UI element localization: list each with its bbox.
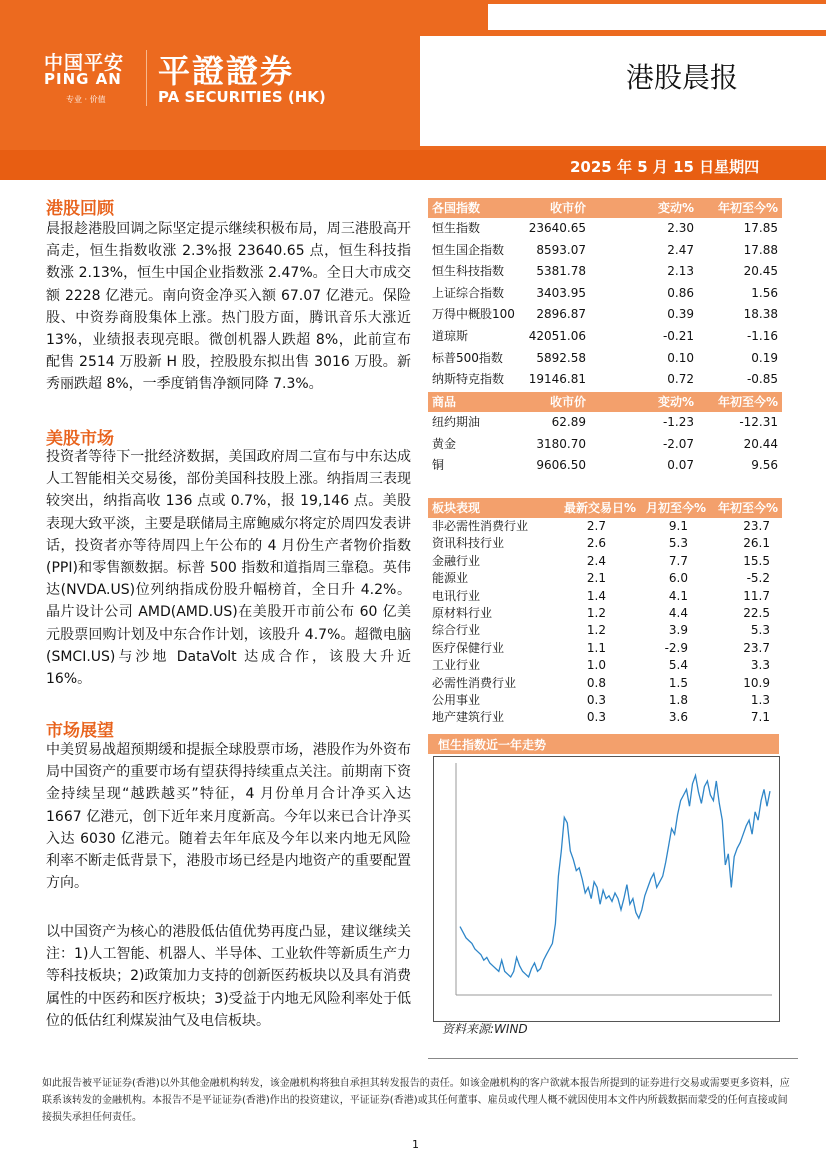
table-cell: 标普500指数 (432, 350, 503, 365)
table-cell: -0.21 (662, 328, 694, 343)
header-cell: 年初至今% (717, 395, 778, 409)
table-cell: 0.07 (667, 458, 694, 473)
table-cell: 2896.87 (536, 307, 586, 322)
header-cell: 月初至今% (645, 501, 706, 515)
table-cell: 0.10 (667, 350, 694, 365)
table-cell: 9606.50 (536, 458, 586, 473)
pingan-logo-en: PING AN (44, 70, 122, 88)
table-row (428, 348, 782, 370)
table-cell: 0.3 (586, 710, 606, 725)
chart-source: 资料来源:WIND (442, 1022, 528, 1036)
outlook-text-2: 以中国资产为核心的港股低估值优势再度凸显，建议继续关注：1)人工智能、机器人、半导体、工业软件等新质生产力等科技板块；2)政策加力支持的创新医药板块以及具有消费属性的中医药和医疗板块；3)受益于内地无风险利率处于低位的低估红利煤炭油气及电信板块。 (46, 924, 411, 1029)
table-cell: 5.4 (668, 658, 688, 673)
table-cell: 1.2 (586, 605, 606, 620)
table-cell: 8593.07 (536, 242, 586, 257)
table-cell: 1.2 (586, 623, 606, 638)
table-cell: 10.9 (743, 675, 770, 690)
table-cell: 纽约期油 (432, 415, 481, 429)
pingan-logo-cn: 中国平安 (44, 52, 125, 74)
brand-name-en: PA SECURITIES (HK) (158, 88, 326, 106)
table-cell: 万得中概股100 (432, 307, 515, 322)
table-cell: 4.1 (668, 588, 688, 603)
table-row (428, 709, 782, 726)
table-cell: -12.31 (739, 415, 778, 429)
table-cell: 20.45 (743, 264, 778, 279)
table-row (428, 240, 782, 262)
header-cell: 变动% (657, 395, 694, 409)
table-cell: 恒生指数 (432, 221, 481, 235)
table-cell: 1.8 (668, 692, 688, 707)
table-cell: 必需性消费行业 (432, 675, 517, 690)
indices-table (428, 198, 782, 391)
table-cell: 能源业 (432, 571, 469, 586)
section-title-hk-review: 港股回顾 (46, 199, 114, 219)
table-cell: -0.85 (746, 372, 778, 387)
table-cell: 3.3 (750, 658, 770, 673)
table-row (428, 605, 782, 622)
table-cell: 17.85 (743, 221, 778, 235)
disclaimer: 如此报告被平证证券(香港)以外其他金融机构转发，该金融机构将独自承担其转发报告的责任。如该金融机构的客户欲就本报告所提到的证券进行交易或需要更多资料，应联系该转发的金融机构。本报告不是平证证券(香港)作出的投资建议，平证证券(香港)或其任何董事、雇员或代理人概不就因使用本文件内所载数据而蒙受的任何直接或间接损失承担任何责任。 (42, 1078, 790, 1123)
table-row (428, 570, 782, 587)
table-row (428, 412, 782, 434)
page-number: 1 (412, 1138, 419, 1151)
table-cell: 纳斯特克指数 (432, 372, 505, 387)
table-cell: 15.5 (743, 553, 770, 568)
table-cell: 4.4 (668, 605, 688, 620)
table-cell: 42051.06 (528, 328, 586, 343)
table-cell: 金融行业 (432, 553, 481, 568)
table-row (428, 369, 782, 391)
header-cell: 各国指数 (432, 201, 481, 215)
table-row (428, 304, 782, 326)
us-market-text: 投资者等待下一批经济数据，美国政府周二宣布与中东达成人工智能相关交易後，部份美国科技股上涨。纳指周三表现较突出，纳指高收 136 点或 0.7%，报 19,146 点。美股表现大致平淡，主要是联储局主席鲍威尔将定於周四发表讲话，投资者亦等待周四上午公布的 4 月份生产者物价指数(PPI)和零售额数据。标普 500 指数和道指周三靠稳。英伟达(NVDA.US)位列纳指成份股升幅榜首，全日升 4.2%。晶片设计公司 AMD(AMD.US)在美股开市前公布 60 亿美元股票回购计划及中东合作计划，该股升 4.7%。超微电脑(SMCI.US)与沙地 DataVolt 达成合作，该股大升近 16%。 (46, 449, 411, 688)
table-cell: 3403.95 (536, 285, 586, 300)
hsi-series-line (460, 775, 770, 977)
outlook-text-1: 中美贸易战超预期缓和提振全球股票市场，港股作为外资布局中国资产的重要市场有望获得持续重点关注。前期南下资金持续呈现“越跌越买”特征，4 月份单月合计净买入达 1667 亿港元，创下近年来月度新高。今年以来已合计净买入达 6030 亿港元。随着去年年底及今年以来内地无风险利率不断走低背景下，港股市场已经是内地资产的重要配置方向。 (46, 742, 411, 892)
table-cell: -1.23 (662, 415, 694, 429)
table-cell: 电讯行业 (432, 588, 481, 603)
table-row (428, 553, 782, 570)
table-cell: 2.13 (667, 264, 694, 279)
table-cell: 0.8 (586, 675, 606, 690)
report-date: 2025 年 5 月 15 日星期四 (570, 158, 760, 176)
table-cell: 公用事业 (432, 692, 481, 707)
table-cell: 2.6 (586, 536, 606, 551)
table-cell: 2.47 (667, 242, 694, 257)
table-cell: 23.7 (743, 640, 770, 655)
table-row (428, 622, 782, 639)
commodities-table-header (428, 392, 782, 412)
sectors-table (428, 498, 782, 727)
table-cell: 2.1 (586, 571, 606, 586)
table-cell: 综合行业 (432, 623, 481, 638)
hk-review-text: 晨报趁港股回调之际坚定提示继续积极布局，周三港股高开高走，恒生指数收涨 2.3%报 23640.65 点，恒生科技指数涨 2.13%，恒生中国企业指数涨 2.47%。全日大市成交额 2228 亿港元。南向资金净买入额 67.07 亿港元。保险股、中资券商股集体上涨。热门股方面，腾讯音乐大涨近 13%，业绩报表现亮眼。微创机器人跌超 8%，此前宣布配售 2514 万股新 H 股，控股股东拟出售 3016 万股。新秀丽跌超 8%，一季度销售净额同降 7.3%。 (46, 221, 411, 393)
table-cell: 5381.78 (536, 264, 586, 279)
indices-table-header (428, 198, 782, 218)
logo-divider (146, 50, 147, 106)
section-title-outlook: 市场展望 (46, 721, 114, 741)
brand-name-cn: 平證證券 (158, 52, 295, 90)
table-cell: 17.88 (743, 242, 778, 257)
header-cell: 年初至今% (717, 201, 778, 215)
table-cell: 22.5 (743, 605, 770, 620)
table-cell: -1.16 (746, 328, 778, 343)
table-row (428, 518, 782, 535)
table-cell: 1.3 (750, 692, 770, 707)
table-cell: 恒生国企指数 (432, 242, 505, 257)
table-cell: 5.3 (668, 536, 688, 551)
table-cell: 7.1 (750, 710, 770, 725)
table-cell: -2.07 (662, 436, 694, 451)
table-cell: 1.5 (668, 675, 688, 690)
table-cell: 1.0 (586, 658, 606, 673)
hsi-chart-svg (434, 757, 779, 1021)
table-cell: 非必需性消费行业 (432, 519, 529, 533)
table-row (428, 692, 782, 709)
table-cell: -5.2 (746, 571, 770, 586)
table-row (428, 588, 782, 605)
table-cell: 医疗保健行业 (432, 640, 505, 655)
table-cell: 18.38 (743, 307, 778, 322)
table-cell: 2.7 (586, 519, 606, 533)
header-cell: 收市价 (549, 395, 586, 409)
chart-title: 恒生指数近一年走势 (438, 738, 547, 752)
table-cell: 23640.65 (528, 221, 586, 235)
table-row (428, 218, 782, 240)
table-cell: 2.30 (667, 221, 694, 235)
commodities-table (428, 392, 782, 477)
table-cell: 23.7 (743, 519, 770, 533)
table-row (428, 535, 782, 552)
table-cell: 3.9 (668, 623, 688, 638)
table-cell: 19146.81 (528, 372, 586, 387)
header-cell: 收市价 (549, 201, 586, 215)
table-cell: 资讯科技行业 (432, 536, 505, 551)
table-cell: 9.56 (751, 458, 778, 473)
table-cell: 铜 (432, 458, 445, 473)
table-cell: 黄金 (432, 436, 457, 451)
table-cell: 62.89 (551, 415, 586, 429)
table-cell: 道琼斯 (432, 328, 469, 343)
table-cell: 5892.58 (536, 350, 586, 365)
table-cell: 7.7 (668, 553, 688, 568)
table-cell: 上证综合指数 (432, 285, 505, 300)
footer-divider (428, 1058, 798, 1059)
table-cell: 3180.70 (536, 436, 586, 451)
header-cell: 变动% (657, 201, 694, 215)
table-cell: 9.1 (668, 519, 688, 533)
hsi-chart (433, 756, 780, 1022)
logo-slogan: 专业 · 价值 (66, 95, 106, 104)
table-cell: 3.6 (668, 710, 688, 725)
table-cell: -2.9 (664, 640, 688, 655)
table-cell: 26.1 (743, 536, 770, 551)
header-cell: 最新交易日% (563, 501, 636, 515)
sectors-table-header (428, 498, 782, 518)
header-cell: 商品 (432, 395, 457, 409)
table-cell: 工业行业 (432, 658, 481, 673)
table-cell: 0.19 (751, 350, 778, 365)
table-cell: 1.1 (586, 640, 606, 655)
table-row (428, 675, 782, 692)
table-cell: 0.86 (667, 285, 694, 300)
header-cell: 年初至今% (717, 501, 778, 515)
table-row (428, 640, 782, 657)
table-cell: 11.7 (743, 588, 770, 603)
header-white-strip (488, 4, 826, 30)
table-cell: 1.56 (751, 285, 778, 300)
title-box (420, 36, 826, 146)
table-cell: 0.3 (586, 692, 606, 707)
report-title: 港股晨报 (626, 61, 739, 94)
table-cell: 5.3 (750, 623, 770, 638)
section-title-us-market: 美股市场 (46, 429, 114, 449)
table-row (428, 283, 782, 305)
table-cell: 1.4 (586, 588, 606, 603)
header-cell: 板块表现 (432, 501, 481, 515)
table-cell: 原材料行业 (432, 605, 493, 620)
table-cell: 地产建筑行业 (432, 710, 505, 725)
table-cell: 6.0 (668, 571, 688, 586)
table-cell: 0.39 (667, 307, 694, 322)
table-row (428, 455, 782, 477)
table-row (428, 326, 782, 348)
table-row (428, 261, 782, 283)
table-row (428, 657, 782, 674)
table-cell: 恒生科技指数 (432, 264, 505, 279)
table-cell: 20.44 (743, 436, 778, 451)
table-row (428, 434, 782, 456)
table-cell: 2.4 (586, 553, 606, 568)
table-cell: 0.72 (667, 372, 694, 387)
